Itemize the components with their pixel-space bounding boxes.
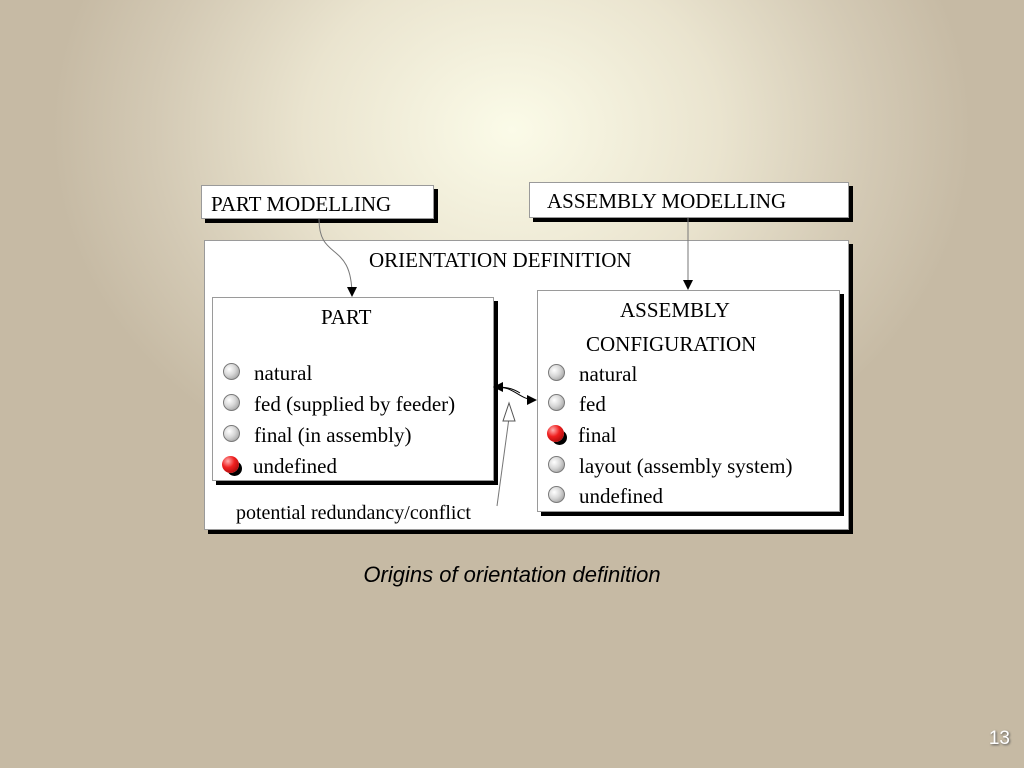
assembly-configuration-title-line2: CONFIGURATION — [586, 332, 757, 356]
annotation-pointer-head — [503, 403, 515, 421]
option-label: natural — [254, 360, 313, 385]
arrow-part-modelling-to-part — [319, 219, 352, 296]
annotation-pointer-line — [497, 418, 509, 506]
option-label: fed (supplied by feeder) — [254, 391, 456, 416]
option-label: natural — [579, 361, 638, 386]
option-label: undefined — [579, 483, 663, 508]
arrow-part-assembly-link — [496, 388, 536, 400]
figure-caption: Origins of orientation definition — [363, 562, 661, 587]
option-label: final — [578, 422, 617, 447]
part-modelling-label: PART MODELLING — [211, 192, 392, 216]
option-label: layout (assembly system) — [579, 453, 793, 478]
orientation-definition-label: ORIENTATION DEFINITION — [369, 248, 632, 272]
option-label: fed — [579, 391, 606, 416]
assembly-configuration-title-line1: ASSEMBLY — [620, 298, 730, 322]
page-number: 13 — [988, 728, 1010, 749]
option-label: undefined — [253, 453, 337, 478]
part-title: PART — [321, 305, 372, 329]
redundancy-annotation: potential redundancy/conflict — [236, 502, 471, 524]
option-label: final (in assembly) — [254, 422, 412, 447]
assembly-modelling-label: ASSEMBLY MODELLING — [547, 189, 787, 213]
